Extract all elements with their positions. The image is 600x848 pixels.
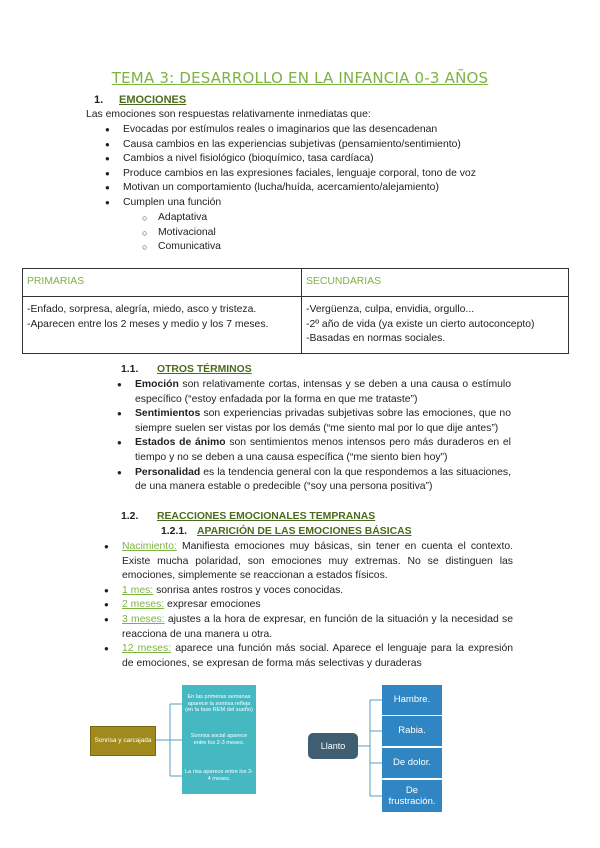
- diagram1-root: Sonrisa y carcajada: [90, 726, 156, 756]
- subsection-title: REACCIONES EMOCIONALES TEMPRANAS: [157, 511, 376, 522]
- subsection-title: APARICIÓN DE LAS EMOCIONES BÁSICAS: [197, 526, 412, 537]
- cell-line: -Vergüenza, culpa, envidia, orgullo...: [306, 304, 475, 315]
- intro-text: Las emociones son respuestas relativamente inmediatas que:: [86, 109, 371, 120]
- stage-text: aparece una función más social. Aparece el lenguaje para la expresión de emociones, se expresan de forma más selectivas y duraderas: [122, 643, 514, 669]
- list-item: ● Causa cambios en las experiencias subjetivas (pensamiento/sentimiento): [105, 138, 525, 153]
- diagram2-child: De frustración.: [382, 780, 442, 812]
- subsection-number: 1.1.: [121, 364, 139, 375]
- stage-label: 3 meses:: [122, 613, 165, 625]
- term-text: es la tendencia general con la que respondemos a las situaciones, de una manera estable o predecible (“soy una persona positiva”): [135, 466, 511, 493]
- term-text: son experiencias privadas subjetivas sobre las emociones, que no siempre suelen ser vistas por los demás (“me siento mal por lo que dije antes”): [135, 408, 511, 434]
- subsection-number: 1.2.1.: [161, 526, 187, 537]
- diagram1-child: La risa aparece entre los 3-4 meses.: [182, 758, 256, 794]
- diagram2-root: Llanto: [308, 733, 358, 759]
- diagram2-child: Rabia.: [382, 716, 442, 746]
- list-item: ● Produce cambios en las expresiones faciales, lenguaje corporal, tono de voz: [105, 167, 525, 182]
- term-label: Estados de ánimo: [135, 437, 226, 449]
- list-item: ○ Motivacional: [142, 226, 221, 241]
- document-title: TEMA 3: DESARROLLO EN LA INFANCIA 0-3 AÑOS: [111, 69, 489, 87]
- term-text: son relativamente cortas, intensas y se deben a una causa o estímulo específico (“estoy enfadada por la forma en que me trataste”): [135, 379, 511, 405]
- list-item: ● Evocadas por estímulos reales o imaginarios que las desencadenan: [105, 123, 525, 138]
- diagram1-child: En las primeras semanas aparece la sonrisa refleja (en la fase REM del sueño): [182, 685, 256, 723]
- diagram2-child: De dolor.: [382, 748, 442, 778]
- stage-text: ajustes a la hora de expresar, en función de la situación y la necesidad se reacciona de una manera u otra.: [122, 613, 514, 640]
- stage-text: Manifiesta emociones muy básicas, sin tener en cuenta el contexto. Existe mucha polaridad, son emociones muy extremas. No se distinguen las emociones, simplemente se reaccionan a estados físicos.: [122, 541, 513, 582]
- stage-text: sonrisa antes rostros y voces conocidas.: [153, 584, 344, 596]
- term-label: Emoción: [135, 379, 179, 390]
- list-item: ● Cumplen una función: [105, 196, 525, 211]
- stage-label: Nacimiento:: [122, 541, 177, 552]
- stage-label: 1 mes:: [122, 584, 154, 596]
- subsection-title: OTROS TÉRMINOS: [157, 364, 252, 375]
- stage-text: expresar emociones: [164, 599, 261, 611]
- subsection-number: 1.2.: [121, 511, 139, 522]
- list-item: ○ Comunicativa: [142, 240, 221, 255]
- diagram2-child: Hambre.: [382, 685, 442, 715]
- list-item: ● Motivan un comportamiento (lucha/huída, acercamiento/alejamiento): [105, 181, 525, 196]
- cell-line: -Basadas en normas sociales.: [306, 333, 446, 345]
- cell-line: -Aparecen entre los 2 meses y medio y los 7 meses.: [27, 318, 269, 330]
- list-item: ○ Adaptativa: [142, 211, 221, 226]
- term-label: Personalidad: [135, 466, 201, 478]
- table-header-secundarias: SECUNDARIAS: [302, 269, 569, 297]
- list-item: ● Cambios a nivel fisiológico (bioquímico, tasa cardíaca): [105, 152, 525, 167]
- term-text: son sentimientos menos intensos pero más duraderos en el tiempo y no se deben a una causa específica (“me siento bien hoy”): [135, 437, 511, 463]
- stage-label: 12 meses:: [122, 643, 172, 655]
- diagram1-child: Sonrisa social aparece entre los 2-3 meses.: [182, 722, 256, 758]
- table-header-primarias: PRIMARIAS: [23, 269, 302, 297]
- section-number: 1.: [94, 94, 104, 106]
- term-label: Sentimientos: [135, 408, 201, 420]
- stage-label: 2 meses:: [122, 599, 165, 611]
- section-title: EMOCIONES: [119, 94, 187, 106]
- cell-line: -2º año de vida (ya existe un cierto autoconcepto): [306, 318, 535, 330]
- cell-line: -Enfado, sorpresa, alegría, miedo, asco y tristeza.: [27, 304, 257, 315]
